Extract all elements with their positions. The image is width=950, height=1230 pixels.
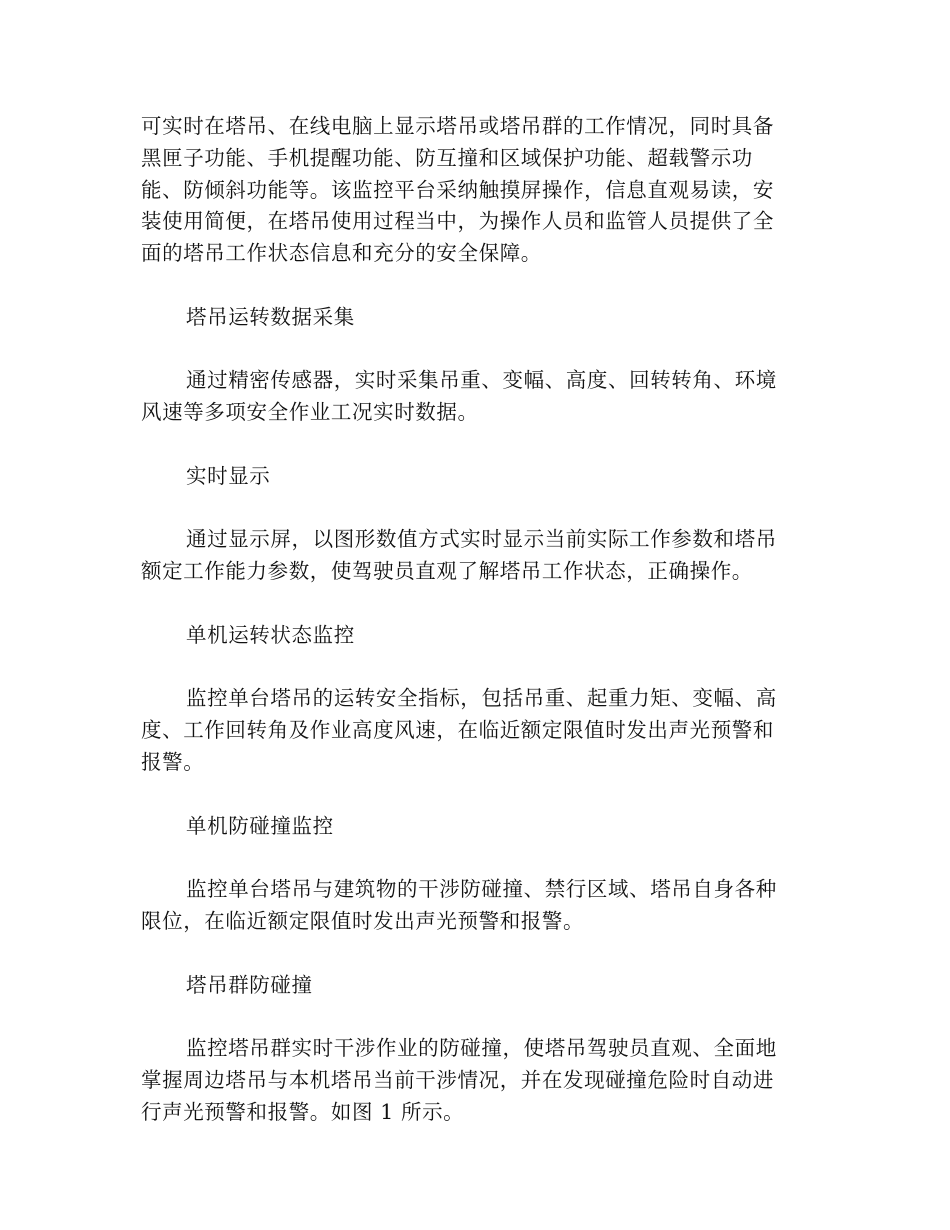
section-paragraph (141, 365, 801, 429)
section-paragraph (141, 874, 801, 938)
section-paragraph (141, 1033, 801, 1128)
section-paragraph (141, 524, 801, 588)
intro-line: 面的塔吊工作状态信息和充分的安全保障。 (141, 241, 542, 266)
paragraph-gap (141, 779, 801, 811)
intro-line: 装使用简便，在塔吊使用过程当中，为操作人员和监管人员提供了全 (141, 209, 774, 234)
paragraph-line: 限位，在临近额定限值时发出声光预警和报警。 (141, 908, 585, 933)
paragraph-line: 监控单台塔吊的运转安全指标，包括吊重、起重力矩、变幅、高 (186, 686, 777, 711)
paragraph-gap (141, 1001, 801, 1033)
section-heading: 单机运转状态监控 (186, 622, 355, 647)
paragraph-gap (141, 588, 801, 620)
intro-line: 可实时在塔吊、在线电脑上显示塔吊或塔吊群的工作情况，同时具备 (141, 114, 774, 138)
paragraph-line: 通过显示屏，以图形数值方式实时显示当前实际工作参数和塔吊 (186, 527, 777, 552)
section-paragraph (141, 683, 801, 778)
paragraph-gap (141, 938, 801, 970)
document-body (141, 111, 801, 1129)
section-heading: 塔吊群防碰撞 (186, 972, 313, 997)
paragraph-gap (141, 270, 801, 302)
paragraph-line: 行声光预警和报警。如图 1 所示。 (141, 1099, 465, 1124)
paragraph-line: 报警。 (141, 749, 205, 774)
intro-paragraph (141, 111, 801, 270)
paragraph-line: 监控单台塔吊与建筑物的干涉防碰撞、禁行区域、塔吊自身各种 (186, 877, 777, 902)
paragraph-gap (141, 334, 801, 366)
paragraph-line: 通过精密传感器，实时采集吊重、变幅、高度、回转转角、环境 (186, 368, 777, 393)
paragraph-gap (141, 652, 801, 684)
intro-line: 能、防倾斜功能等。该监控平台采纳触摸屏操作，信息直观易读，安 (141, 177, 774, 202)
paragraph-line: 监控塔吊群实时干涉作业的防碰撞，使塔吊驾驶员直观、全面地 (186, 1036, 777, 1061)
section-heading: 单机防碰撞监控 (186, 813, 334, 838)
intro-line: 黑匣子功能、手机提醒功能、防互撞和区域保护功能、超载警示功 (141, 145, 753, 170)
section-heading: 塔吊运转数据采集 (186, 304, 355, 329)
section-heading: 实时显示 (186, 463, 271, 488)
paragraph-gap (141, 842, 801, 874)
paragraph-line: 掌握周边塔吊与本机塔吊当前干涉情况，并在发现碰撞危险时自动进 (141, 1067, 774, 1092)
paragraph-gap (141, 429, 801, 461)
paragraph-line: 风速等多项安全作业工况实时数据。 (141, 400, 479, 425)
paragraph-line: 额定工作能力参数，使驾驶员直观了解塔吊工作状态，正确操作。 (141, 559, 753, 584)
paragraph-gap (141, 493, 801, 525)
paragraph-line: 度、工作回转角及作业高度风速，在临近额定限值时发出声光预警和 (141, 718, 774, 743)
